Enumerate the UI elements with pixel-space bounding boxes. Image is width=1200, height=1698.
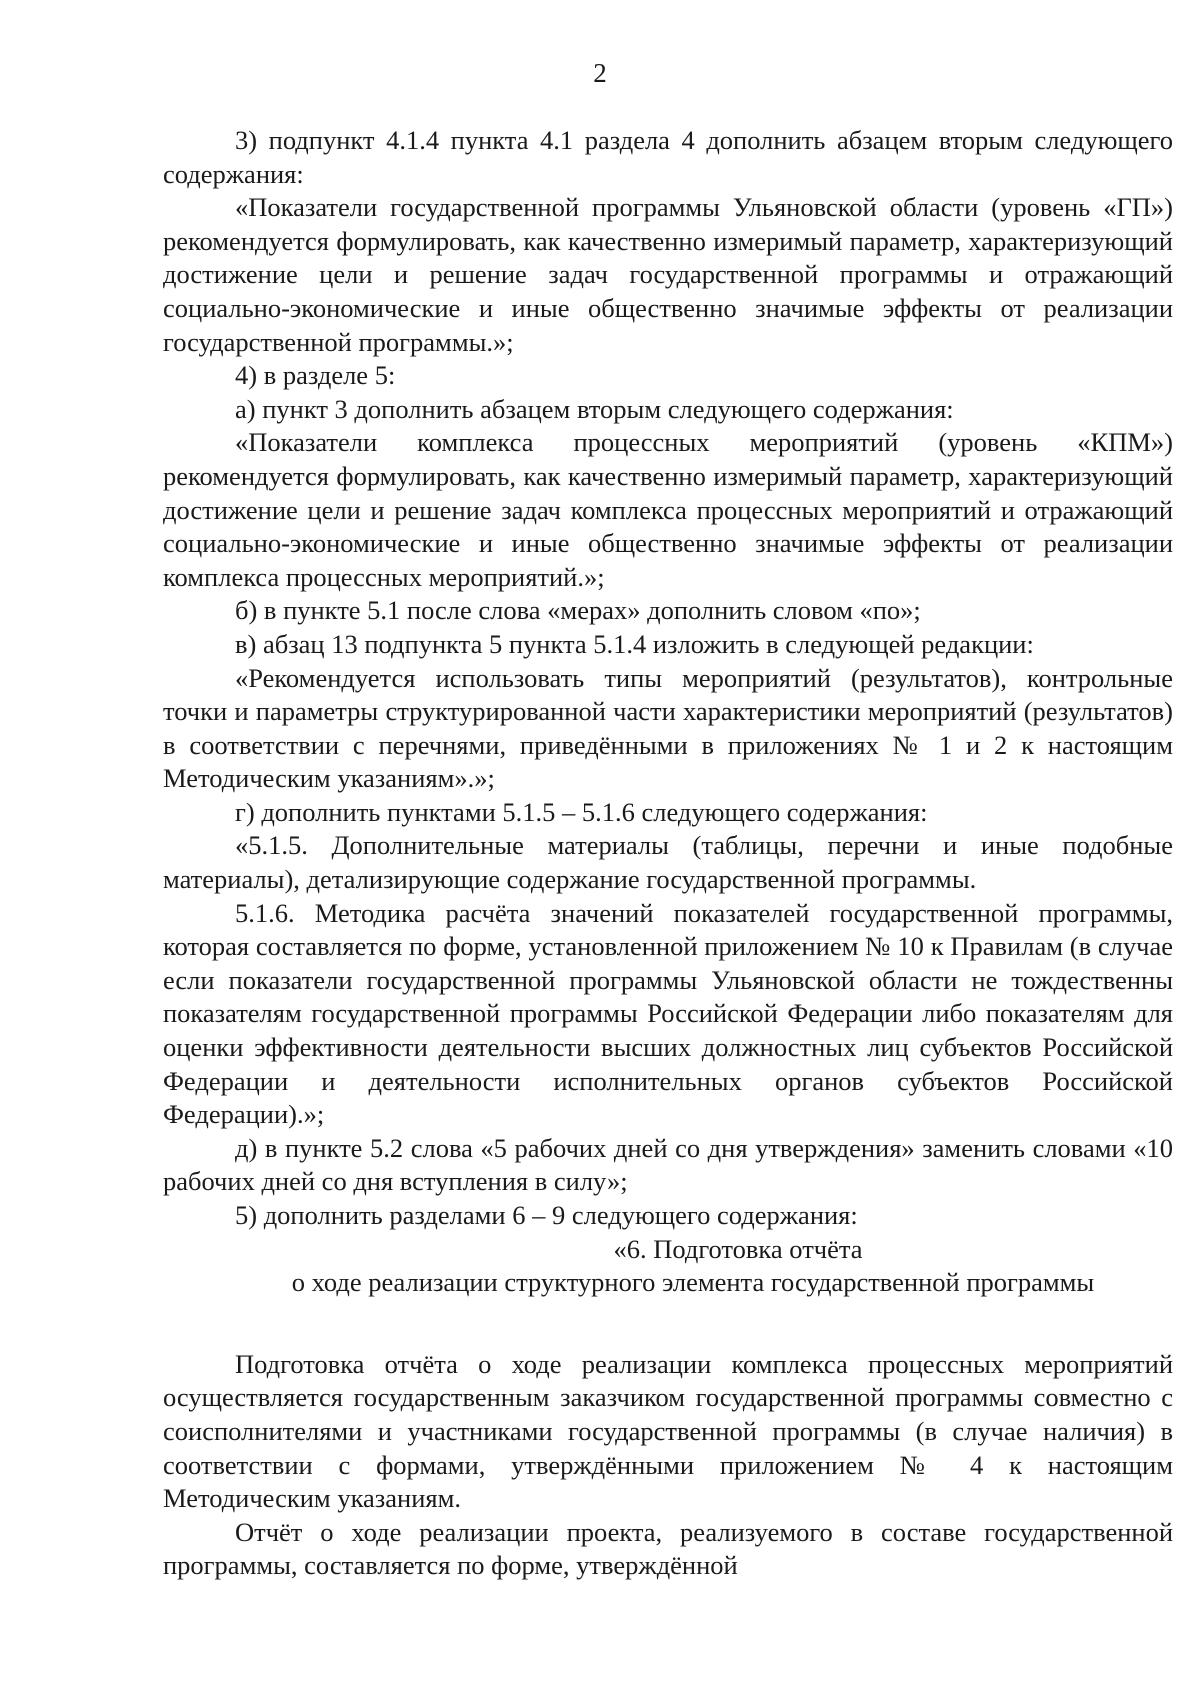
paragraph-item-4d: д) в пункте 5.2 слова «5 рабочих дней со дня утверждения» заменить словами «10 рабочих дней со дня вступления в силу»;	[163, 1132, 1173, 1197]
paragraph-item-4v: в) абзац 13 подпункта 5 пункта 5.1.4 изложить в следующей редакции:	[235, 628, 1034, 659]
paragraph-item-4g: г) дополнить пунктами 5.1.5 – 5.1.6 следующего содержания:	[235, 796, 928, 827]
page-number: 2	[593, 58, 607, 88]
section-heading-line-2: о ходе реализации структурного элемента государственной программы	[291, 1267, 1095, 1298]
paragraph-item-4b: б) в пункте 5.1 после слова «мерах» дополнить словом «по»;	[235, 595, 921, 626]
document-body	[163, 124, 1173, 1583]
section-heading-line-1: «6. Подготовка отчёта	[613, 1233, 863, 1264]
paragraph-report-project: Отчёт о ходе реализации проекта, реализуемого в составе государственной программы, составляется по форме, утверждённой	[163, 1516, 1173, 1581]
section-spacer	[163, 1300, 1173, 1348]
paragraph-5-1-5: «5.1.5. Дополнительные материалы (таблицы, перечни и иные подобные материалы), детализирующие содержание государственной программы.	[163, 830, 1173, 895]
paragraph-report-kpm: Подготовка отчёта о ходе реализации комплекса процессных мероприятий осуществляется государственным заказчиком государственной программы совместно с соисполнителями и участниками государственной программы (в случае наличия) в соответствии с формами, утверждёнными приложением № 4 к настоящим Методическим указаниям.	[163, 1348, 1173, 1514]
paragraph-recommended-types: «Рекомендуется использовать типы мероприятий (результатов), контрольные точки и параметры структурированной части характеристики мероприятий (результатов) в соответствии с перечнями, приведёнными в приложениях № 1 и 2 к настоящим Методическим указаниям».»;	[163, 662, 1173, 794]
paragraph-gp-indicators: «Показатели государственной программы Ульяновской области (уровень «ГП») рекомендуется формулировать, как качественно измеримый параметр, характеризующий достижение цели и решение задач государственной программы и отражающий социально-экономические и иные общественно значимые эффекты от реализации государственной программы.»;	[163, 192, 1173, 357]
paragraph-item-4a: а) пункт 3 дополнить абзацем вторым следующего содержания:	[235, 393, 954, 424]
paragraph-kpm-indicators: «Показатели комплекса процессных мероприятий (уровень «КПМ») рекомендуется формулировать, как качественно измеримый параметр, характеризующий достижение цели и решение задач комплекса процессных мероприятий и отражающий социально-экономические и иные общественно значимые эффекты от реализации комплекса процессных мероприятий.»;	[163, 427, 1173, 592]
paragraph-item-3: 3) подпункт 4.1.4 пункта 4.1 раздела 4 дополнить абзацем вторым следующего содержания:	[163, 125, 1173, 189]
paragraph-5-1-6: 5.1.6. Методика расчёта значений показателей государственной программы, которая составляется по форме, установленной приложением № 10 к Правилам (в случае если показатели государственной программы Ульяновской области не тождественны показателям государственной программы Российской Федерации либо показателям для оценки эффективности деятельности высших должностных лиц субъектов Российской Федерации и деятельности исполнительных органов субъектов Российской Федерации).»;	[163, 897, 1173, 1130]
paragraph-item-5: 5) дополнить разделами 6 – 9 следующего содержания:	[235, 1200, 858, 1230]
paragraph-item-4: 4) в разделе 5:	[235, 360, 396, 391]
